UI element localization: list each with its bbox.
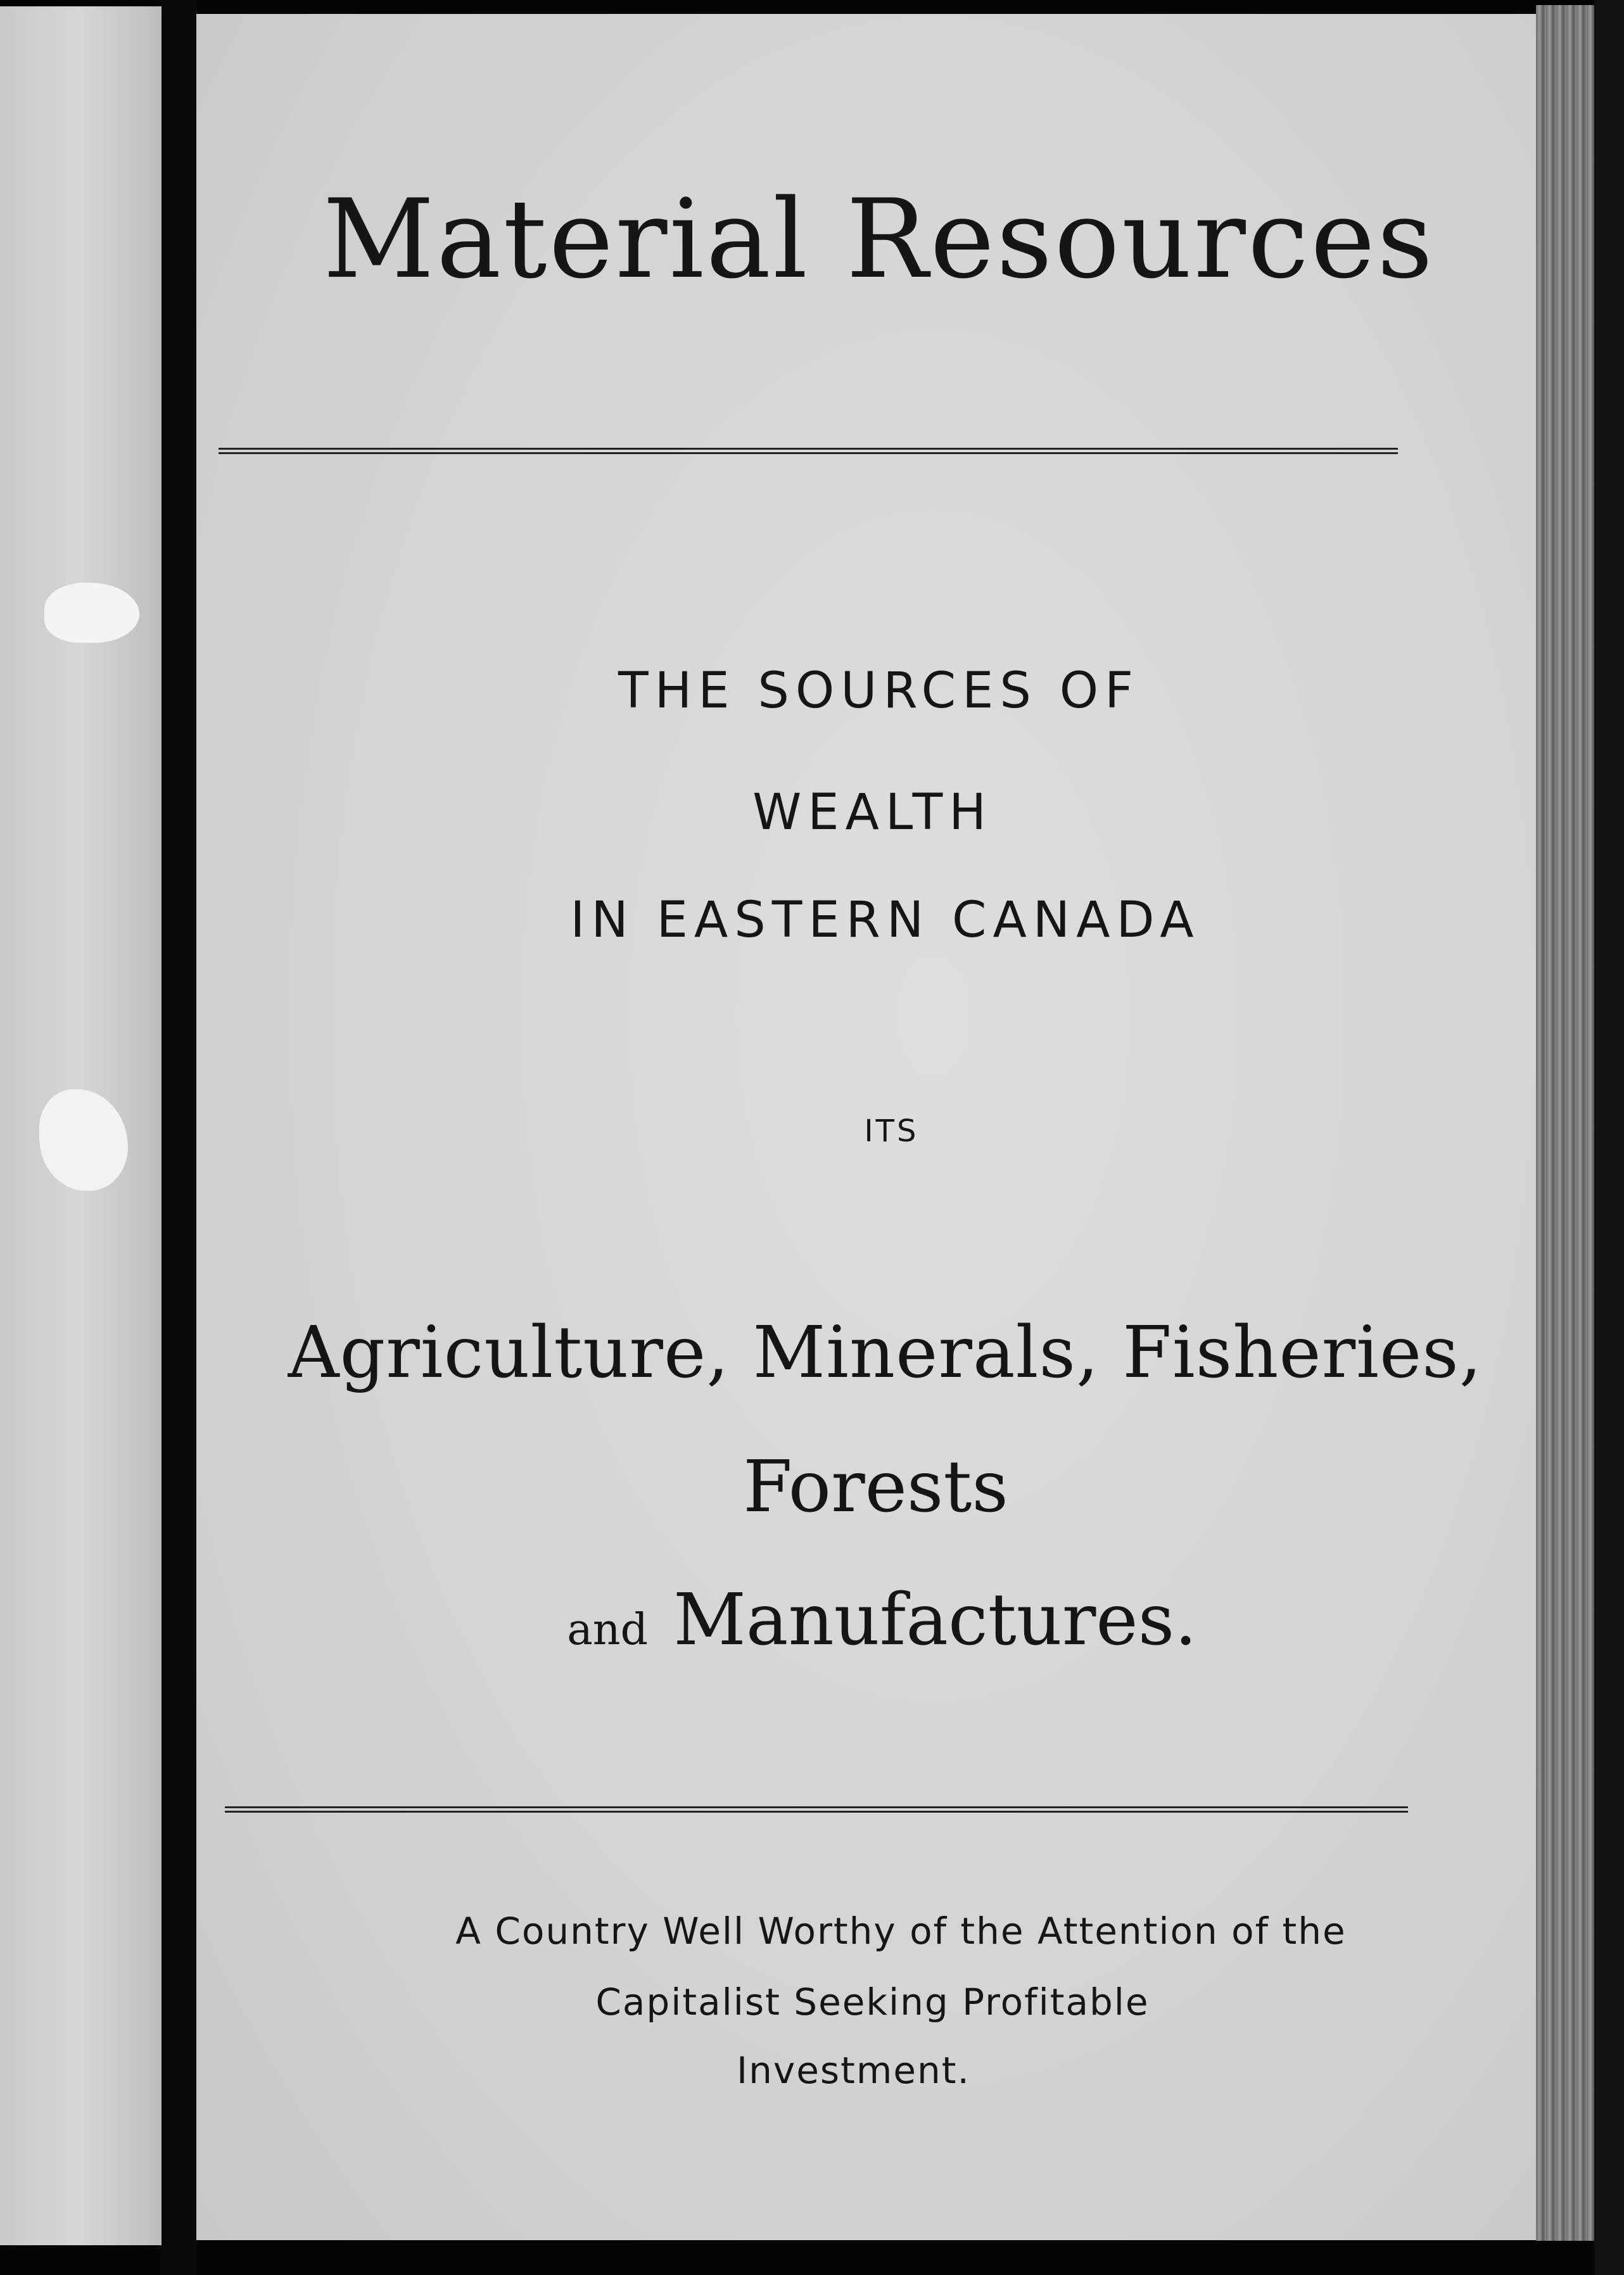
topics-line-2: Forests bbox=[743, 1446, 1008, 1528]
page-block-edge bbox=[1536, 5, 1594, 2241]
page-title: Material Resources bbox=[322, 175, 1435, 303]
topics-line-3 bbox=[212, 1579, 1552, 1661]
subtitle-line-1: THE SOURCES OF bbox=[618, 662, 1139, 719]
topics-line-1: Agriculture, Minerals, Fisheries, bbox=[288, 1312, 1483, 1394]
motto-line-2: Capitalist Seeking Profitable bbox=[595, 1980, 1150, 2024]
left-facing-page bbox=[0, 6, 162, 2245]
paper-blemish bbox=[39, 1089, 128, 1191]
double-rule-bottom bbox=[225, 1806, 1408, 1813]
double-rule-top bbox=[219, 448, 1398, 454]
paper-blemish bbox=[44, 583, 139, 643]
subtitle-line-2: WEALTH bbox=[752, 784, 993, 841]
manufactures-word: Manufactures. bbox=[673, 1579, 1197, 1661]
scan-border bbox=[1594, 0, 1624, 2275]
motto-line-1: A Country Well Worthy of the Attention of the bbox=[455, 1910, 1347, 1953]
book-gutter bbox=[162, 0, 196, 2275]
subtitle-line-3: IN EASTERN CANADA bbox=[570, 892, 1200, 949]
motto-line-3: Investment. bbox=[737, 2049, 970, 2092]
and-word: and bbox=[567, 1605, 649, 1655]
its-connector: ITS bbox=[864, 1113, 919, 1149]
title-page bbox=[196, 14, 1536, 2240]
